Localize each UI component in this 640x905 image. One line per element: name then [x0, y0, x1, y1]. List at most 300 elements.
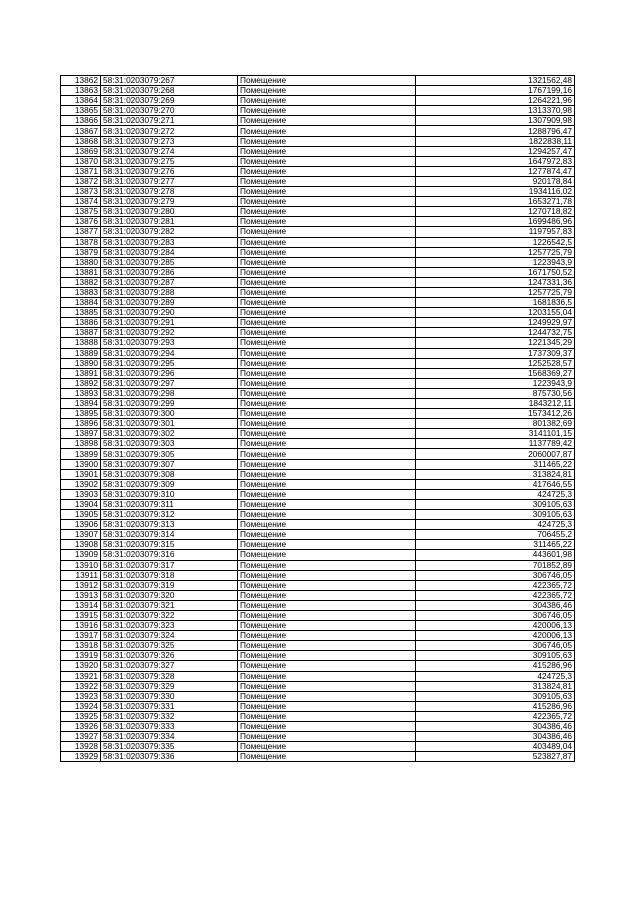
row-number-cell: 13913 — [61, 590, 101, 600]
object-type-cell: Помещение — [238, 287, 416, 297]
table-row — [61, 610, 575, 620]
object-type-cell: Помещение — [238, 126, 416, 136]
row-number-cell: 13911 — [61, 570, 101, 580]
object-type-cell: Помещение — [238, 96, 416, 106]
table-row — [61, 732, 575, 742]
cadastral-number-cell: 58:31:0203079:276 — [101, 166, 238, 176]
row-number-cell: 13865 — [61, 106, 101, 116]
cadastral-number-cell: 58:31:0203079:324 — [101, 631, 238, 641]
table-row — [61, 600, 575, 610]
cadastral-value-cell: 1573412,26 — [416, 409, 575, 419]
cadastral-value-cell: 420006,13 — [416, 631, 575, 641]
row-number-cell: 13896 — [61, 419, 101, 429]
table-row — [61, 671, 575, 681]
cadastral-number-cell: 58:31:0203079:308 — [101, 469, 238, 479]
table-row — [61, 409, 575, 419]
object-type-cell: Помещение — [238, 358, 416, 368]
cadastral-number-cell: 58:31:0203079:288 — [101, 287, 238, 297]
cadastral-number-cell: 58:31:0203079:313 — [101, 520, 238, 530]
object-type-cell: Помещение — [238, 439, 416, 449]
cadastral-number-cell: 58:31:0203079:267 — [101, 76, 238, 86]
table-row — [61, 711, 575, 721]
object-type-cell: Помещение — [238, 631, 416, 641]
cadastral-value-cell: 309105,63 — [416, 510, 575, 520]
cadastral-value-cell: 701852,89 — [416, 560, 575, 570]
cadastral-number-cell: 58:31:0203079:291 — [101, 318, 238, 328]
cadastral-number-cell: 58:31:0203079:314 — [101, 530, 238, 540]
table-row — [61, 580, 575, 590]
object-type-cell: Помещение — [238, 388, 416, 398]
table-row — [61, 116, 575, 126]
object-type-cell: Помещение — [238, 701, 416, 711]
table-row — [61, 197, 575, 207]
row-number-cell: 13897 — [61, 429, 101, 439]
object-type-cell: Помещение — [238, 409, 416, 419]
object-type-cell: Помещение — [238, 520, 416, 530]
row-number-cell: 13862 — [61, 76, 101, 86]
cadastral-value-cell: 1294257,47 — [416, 146, 575, 156]
object-type-cell: Помещение — [238, 116, 416, 126]
cadastral-number-cell: 58:31:0203079:298 — [101, 388, 238, 398]
row-number-cell: 13863 — [61, 86, 101, 96]
object-type-cell: Помещение — [238, 368, 416, 378]
object-type-cell: Помещение — [238, 449, 416, 459]
row-number-cell: 13910 — [61, 560, 101, 570]
object-type-cell: Помещение — [238, 318, 416, 328]
row-number-cell: 13893 — [61, 388, 101, 398]
row-number-cell: 13926 — [61, 722, 101, 732]
object-type-cell: Помещение — [238, 691, 416, 701]
row-number-cell: 13867 — [61, 126, 101, 136]
row-number-cell: 13882 — [61, 277, 101, 287]
object-type-cell: Помещение — [238, 610, 416, 620]
table-row — [61, 631, 575, 641]
property-table-body — [61, 76, 575, 762]
cadastral-number-cell: 58:31:0203079:296 — [101, 368, 238, 378]
row-number-cell: 13921 — [61, 671, 101, 681]
cadastral-number-cell: 58:31:0203079:290 — [101, 308, 238, 318]
object-type-cell: Помещение — [238, 197, 416, 207]
object-type-cell: Помещение — [238, 550, 416, 560]
cadastral-value-cell: 1288796,47 — [416, 126, 575, 136]
object-type-cell: Помещение — [238, 600, 416, 610]
cadastral-number-cell: 58:31:0203079:335 — [101, 742, 238, 752]
object-type-cell: Помещение — [238, 570, 416, 580]
row-number-cell: 13892 — [61, 378, 101, 388]
object-type-cell: Помещение — [238, 742, 416, 752]
cadastral-value-cell: 304386,46 — [416, 722, 575, 732]
object-type-cell: Помещение — [238, 146, 416, 156]
row-number-cell: 13927 — [61, 732, 101, 742]
row-number-cell: 13923 — [61, 691, 101, 701]
row-number-cell: 13912 — [61, 580, 101, 590]
row-number-cell: 13914 — [61, 600, 101, 610]
table-row — [61, 187, 575, 197]
cadastral-value-cell: 1767199,16 — [416, 86, 575, 96]
cadastral-value-cell: 309105,63 — [416, 651, 575, 661]
cadastral-value-cell: 2060007,87 — [416, 449, 575, 459]
row-number-cell: 13883 — [61, 287, 101, 297]
table-row — [61, 328, 575, 338]
object-type-cell: Помещение — [238, 459, 416, 469]
cadastral-value-cell: 1277874,47 — [416, 166, 575, 176]
cadastral-value-cell: 1249929,97 — [416, 318, 575, 328]
property-table — [60, 75, 575, 762]
table-row — [61, 338, 575, 348]
cadastral-number-cell: 58:31:0203079:318 — [101, 570, 238, 580]
table-row — [61, 681, 575, 691]
object-type-cell: Помещение — [238, 156, 416, 166]
cadastral-value-cell: 415286,96 — [416, 661, 575, 671]
cadastral-value-cell: 422365,72 — [416, 590, 575, 600]
cadastral-number-cell: 58:31:0203079:299 — [101, 399, 238, 409]
cadastral-value-cell: 309105,63 — [416, 499, 575, 509]
cadastral-value-cell: 1321562,48 — [416, 76, 575, 86]
cadastral-value-cell: 424725,3 — [416, 671, 575, 681]
object-type-cell: Помещение — [238, 247, 416, 257]
cadastral-value-cell: 1223943,9 — [416, 378, 575, 388]
cadastral-value-cell: 403489,04 — [416, 742, 575, 752]
table-row — [61, 257, 575, 267]
row-number-cell: 13877 — [61, 227, 101, 237]
object-type-cell: Помещение — [238, 419, 416, 429]
object-type-cell: Помещение — [238, 651, 416, 661]
object-type-cell: Помещение — [238, 399, 416, 409]
row-number-cell: 13875 — [61, 207, 101, 217]
table-row — [61, 691, 575, 701]
cadastral-number-cell: 58:31:0203079:328 — [101, 671, 238, 681]
table-row — [61, 287, 575, 297]
cadastral-number-cell: 58:31:0203079:294 — [101, 348, 238, 358]
object-type-cell: Помещение — [238, 510, 416, 520]
cadastral-value-cell: 311465,22 — [416, 540, 575, 550]
cadastral-value-cell: 1257725,79 — [416, 247, 575, 257]
object-type-cell: Помещение — [238, 76, 416, 86]
object-type-cell: Помещение — [238, 671, 416, 681]
cadastral-value-cell: 1653271,78 — [416, 197, 575, 207]
row-number-cell: 13885 — [61, 308, 101, 318]
row-number-cell: 13884 — [61, 298, 101, 308]
row-number-cell: 13905 — [61, 510, 101, 520]
cadastral-number-cell: 58:31:0203079:269 — [101, 96, 238, 106]
cadastral-value-cell: 1264221,96 — [416, 96, 575, 106]
cadastral-value-cell: 1934116,02 — [416, 187, 575, 197]
cadastral-value-cell: 311465,22 — [416, 459, 575, 469]
object-type-cell: Помещение — [238, 106, 416, 116]
cadastral-value-cell: 304386,46 — [416, 600, 575, 610]
object-type-cell: Помещение — [238, 590, 416, 600]
table-row — [61, 590, 575, 600]
table-row — [61, 742, 575, 752]
cadastral-number-cell: 58:31:0203079:330 — [101, 691, 238, 701]
table-row — [61, 651, 575, 661]
object-type-cell: Помещение — [238, 641, 416, 651]
cadastral-value-cell: 313824,81 — [416, 681, 575, 691]
table-row — [61, 378, 575, 388]
object-type-cell: Помещение — [238, 86, 416, 96]
cadastral-number-cell: 58:31:0203079:336 — [101, 752, 238, 762]
row-number-cell: 13901 — [61, 469, 101, 479]
cadastral-value-cell: 1822838,11 — [416, 136, 575, 146]
row-number-cell: 13894 — [61, 399, 101, 409]
cadastral-value-cell: 443601,98 — [416, 550, 575, 560]
cadastral-number-cell: 58:31:0203079:287 — [101, 277, 238, 287]
cadastral-number-cell: 58:31:0203079:334 — [101, 732, 238, 742]
row-number-cell: 13872 — [61, 176, 101, 186]
cadastral-value-cell: 1226542,5 — [416, 237, 575, 247]
table-row — [61, 146, 575, 156]
table-row — [61, 570, 575, 580]
row-number-cell: 13881 — [61, 267, 101, 277]
object-type-cell: Помещение — [238, 621, 416, 631]
cadastral-number-cell: 58:31:0203079:277 — [101, 176, 238, 186]
table-row — [61, 429, 575, 439]
table-row — [61, 96, 575, 106]
cadastral-number-cell: 58:31:0203079:272 — [101, 126, 238, 136]
row-number-cell: 13916 — [61, 621, 101, 631]
cadastral-number-cell: 58:31:0203079:333 — [101, 722, 238, 732]
object-type-cell: Помещение — [238, 187, 416, 197]
cadastral-number-cell: 58:31:0203079:325 — [101, 641, 238, 651]
cadastral-number-cell: 58:31:0203079:332 — [101, 711, 238, 721]
cadastral-number-cell: 58:31:0203079:326 — [101, 651, 238, 661]
object-type-cell: Помещение — [238, 338, 416, 348]
row-number-cell: 13918 — [61, 641, 101, 651]
cadastral-number-cell: 58:31:0203079:278 — [101, 187, 238, 197]
cadastral-value-cell: 1737309,37 — [416, 348, 575, 358]
cadastral-value-cell: 706455,2 — [416, 530, 575, 540]
cadastral-value-cell: 1671750,52 — [416, 267, 575, 277]
table-row — [61, 399, 575, 409]
cadastral-value-cell: 1247331,36 — [416, 277, 575, 287]
table-row — [61, 641, 575, 651]
table-row — [61, 499, 575, 509]
cadastral-value-cell: 1681836,5 — [416, 298, 575, 308]
cadastral-number-cell: 58:31:0203079:309 — [101, 479, 238, 489]
table-row — [61, 207, 575, 217]
cadastral-value-cell: 422365,72 — [416, 711, 575, 721]
table-row — [61, 136, 575, 146]
object-type-cell: Помещение — [238, 328, 416, 338]
row-number-cell: 13888 — [61, 338, 101, 348]
table-row — [61, 439, 575, 449]
object-type-cell: Помещение — [238, 429, 416, 439]
table-row — [61, 459, 575, 469]
cadastral-number-cell: 58:31:0203079:327 — [101, 661, 238, 671]
object-type-cell: Помещение — [238, 540, 416, 550]
row-number-cell: 13909 — [61, 550, 101, 560]
row-number-cell: 13887 — [61, 328, 101, 338]
cadastral-number-cell: 58:31:0203079:312 — [101, 510, 238, 520]
table-row — [61, 722, 575, 732]
table-row — [61, 560, 575, 570]
cadastral-value-cell: 3141101,15 — [416, 429, 575, 439]
table-row — [61, 126, 575, 136]
cadastral-number-cell: 58:31:0203079:322 — [101, 610, 238, 620]
cadastral-value-cell: 1223943,9 — [416, 257, 575, 267]
row-number-cell: 13891 — [61, 368, 101, 378]
row-number-cell: 13890 — [61, 358, 101, 368]
row-number-cell: 13898 — [61, 439, 101, 449]
cadastral-value-cell: 1270718,82 — [416, 207, 575, 217]
object-type-cell: Помещение — [238, 378, 416, 388]
cadastral-number-cell: 58:31:0203079:303 — [101, 439, 238, 449]
object-type-cell: Помещение — [238, 237, 416, 247]
cadastral-number-cell: 58:31:0203079:284 — [101, 247, 238, 257]
row-number-cell: 13870 — [61, 156, 101, 166]
cadastral-value-cell: 1197957,83 — [416, 227, 575, 237]
row-number-cell: 13920 — [61, 661, 101, 671]
object-type-cell: Помещение — [238, 166, 416, 176]
cadastral-number-cell: 58:31:0203079:302 — [101, 429, 238, 439]
object-type-cell: Помещение — [238, 217, 416, 227]
object-type-cell: Помещение — [238, 580, 416, 590]
cadastral-value-cell: 875730,56 — [416, 388, 575, 398]
cadastral-value-cell: 417646,55 — [416, 479, 575, 489]
cadastral-number-cell: 58:31:0203079:297 — [101, 378, 238, 388]
row-number-cell: 13871 — [61, 166, 101, 176]
table-row — [61, 86, 575, 96]
object-type-cell: Помещение — [238, 469, 416, 479]
table-row — [61, 76, 575, 86]
cadastral-number-cell: 58:31:0203079:307 — [101, 459, 238, 469]
row-number-cell: 13876 — [61, 217, 101, 227]
cadastral-number-cell: 58:31:0203079:292 — [101, 328, 238, 338]
table-row — [61, 298, 575, 308]
cadastral-number-cell: 58:31:0203079:279 — [101, 197, 238, 207]
row-number-cell: 13868 — [61, 136, 101, 146]
table-row — [61, 479, 575, 489]
cadastral-number-cell: 58:31:0203079:315 — [101, 540, 238, 550]
table-row — [61, 156, 575, 166]
row-number-cell: 13915 — [61, 610, 101, 620]
table-row — [61, 267, 575, 277]
cadastral-number-cell: 58:31:0203079:273 — [101, 136, 238, 146]
object-type-cell: Помещение — [238, 722, 416, 732]
cadastral-value-cell: 424725,3 — [416, 489, 575, 499]
cadastral-value-cell: 1313370,98 — [416, 106, 575, 116]
cadastral-value-cell: 1137789,42 — [416, 439, 575, 449]
object-type-cell: Помещение — [238, 257, 416, 267]
row-number-cell: 13903 — [61, 489, 101, 499]
row-number-cell: 13895 — [61, 409, 101, 419]
table-row — [61, 227, 575, 237]
object-type-cell: Помещение — [238, 732, 416, 742]
cadastral-number-cell: 58:31:0203079:286 — [101, 267, 238, 277]
table-row — [61, 358, 575, 368]
cadastral-number-cell: 58:31:0203079:317 — [101, 560, 238, 570]
table-row — [61, 540, 575, 550]
cadastral-value-cell: 1252528,57 — [416, 358, 575, 368]
cadastral-value-cell: 920178,84 — [416, 176, 575, 186]
table-row — [61, 520, 575, 530]
cadastral-value-cell: 801382,69 — [416, 419, 575, 429]
cadastral-number-cell: 58:31:0203079:275 — [101, 156, 238, 166]
table-row — [61, 530, 575, 540]
cadastral-number-cell: 58:31:0203079:289 — [101, 298, 238, 308]
object-type-cell: Помещение — [238, 560, 416, 570]
object-type-cell: Помещение — [238, 681, 416, 691]
cadastral-number-cell: 58:31:0203079:281 — [101, 217, 238, 227]
object-type-cell: Помещение — [238, 661, 416, 671]
cadastral-number-cell: 58:31:0203079:321 — [101, 600, 238, 610]
cadastral-value-cell: 306746,05 — [416, 610, 575, 620]
cadastral-value-cell: 1843212,11 — [416, 399, 575, 409]
cadastral-number-cell: 58:31:0203079:301 — [101, 419, 238, 429]
row-number-cell: 13929 — [61, 752, 101, 762]
cadastral-number-cell: 58:31:0203079:270 — [101, 106, 238, 116]
table-row — [61, 348, 575, 358]
object-type-cell: Помещение — [238, 207, 416, 217]
cadastral-value-cell: 1257725,79 — [416, 287, 575, 297]
table-row — [61, 550, 575, 560]
row-number-cell: 13924 — [61, 701, 101, 711]
row-number-cell: 13928 — [61, 742, 101, 752]
cadastral-value-cell: 304386,46 — [416, 732, 575, 742]
object-type-cell: Помещение — [238, 479, 416, 489]
cadastral-number-cell: 58:31:0203079:331 — [101, 701, 238, 711]
cadastral-value-cell: 313824,81 — [416, 469, 575, 479]
cadastral-number-cell: 58:31:0203079:319 — [101, 580, 238, 590]
table-row — [61, 419, 575, 429]
table-row — [61, 449, 575, 459]
table-row — [61, 469, 575, 479]
object-type-cell: Помещение — [238, 298, 416, 308]
row-number-cell: 13904 — [61, 499, 101, 509]
cadastral-number-cell: 58:31:0203079:329 — [101, 681, 238, 691]
table-row — [61, 237, 575, 247]
row-number-cell: 13864 — [61, 96, 101, 106]
row-number-cell: 13869 — [61, 146, 101, 156]
cadastral-value-cell: 1647972,83 — [416, 156, 575, 166]
cadastral-value-cell: 1568369,27 — [416, 368, 575, 378]
table-row — [61, 318, 575, 328]
table-row — [61, 308, 575, 318]
cadastral-value-cell: 309105,63 — [416, 691, 575, 701]
object-type-cell: Помещение — [238, 752, 416, 762]
cadastral-number-cell: 58:31:0203079:271 — [101, 116, 238, 126]
cadastral-number-cell: 58:31:0203079:320 — [101, 590, 238, 600]
object-type-cell: Помещение — [238, 530, 416, 540]
cadastral-number-cell: 58:31:0203079:305 — [101, 449, 238, 459]
row-number-cell: 13900 — [61, 459, 101, 469]
row-number-cell: 13866 — [61, 116, 101, 126]
table-row — [61, 277, 575, 287]
table-row — [61, 166, 575, 176]
object-type-cell: Помещение — [238, 136, 416, 146]
row-number-cell: 13878 — [61, 237, 101, 247]
row-number-cell: 13889 — [61, 348, 101, 358]
table-row — [61, 510, 575, 520]
cadastral-value-cell: 306746,05 — [416, 570, 575, 580]
cadastral-number-cell: 58:31:0203079:283 — [101, 237, 238, 247]
table-row — [61, 388, 575, 398]
object-type-cell: Помещение — [238, 176, 416, 186]
row-number-cell: 13879 — [61, 247, 101, 257]
table-row — [61, 489, 575, 499]
cadastral-value-cell: 523827,87 — [416, 752, 575, 762]
row-number-cell: 13906 — [61, 520, 101, 530]
cadastral-value-cell: 424725,3 — [416, 520, 575, 530]
table-row — [61, 661, 575, 671]
row-number-cell: 13874 — [61, 197, 101, 207]
cadastral-number-cell: 58:31:0203079:316 — [101, 550, 238, 560]
table-row — [61, 621, 575, 631]
row-number-cell: 13917 — [61, 631, 101, 641]
table-row — [61, 701, 575, 711]
cadastral-number-cell: 58:31:0203079:293 — [101, 338, 238, 348]
object-type-cell: Помещение — [238, 489, 416, 499]
